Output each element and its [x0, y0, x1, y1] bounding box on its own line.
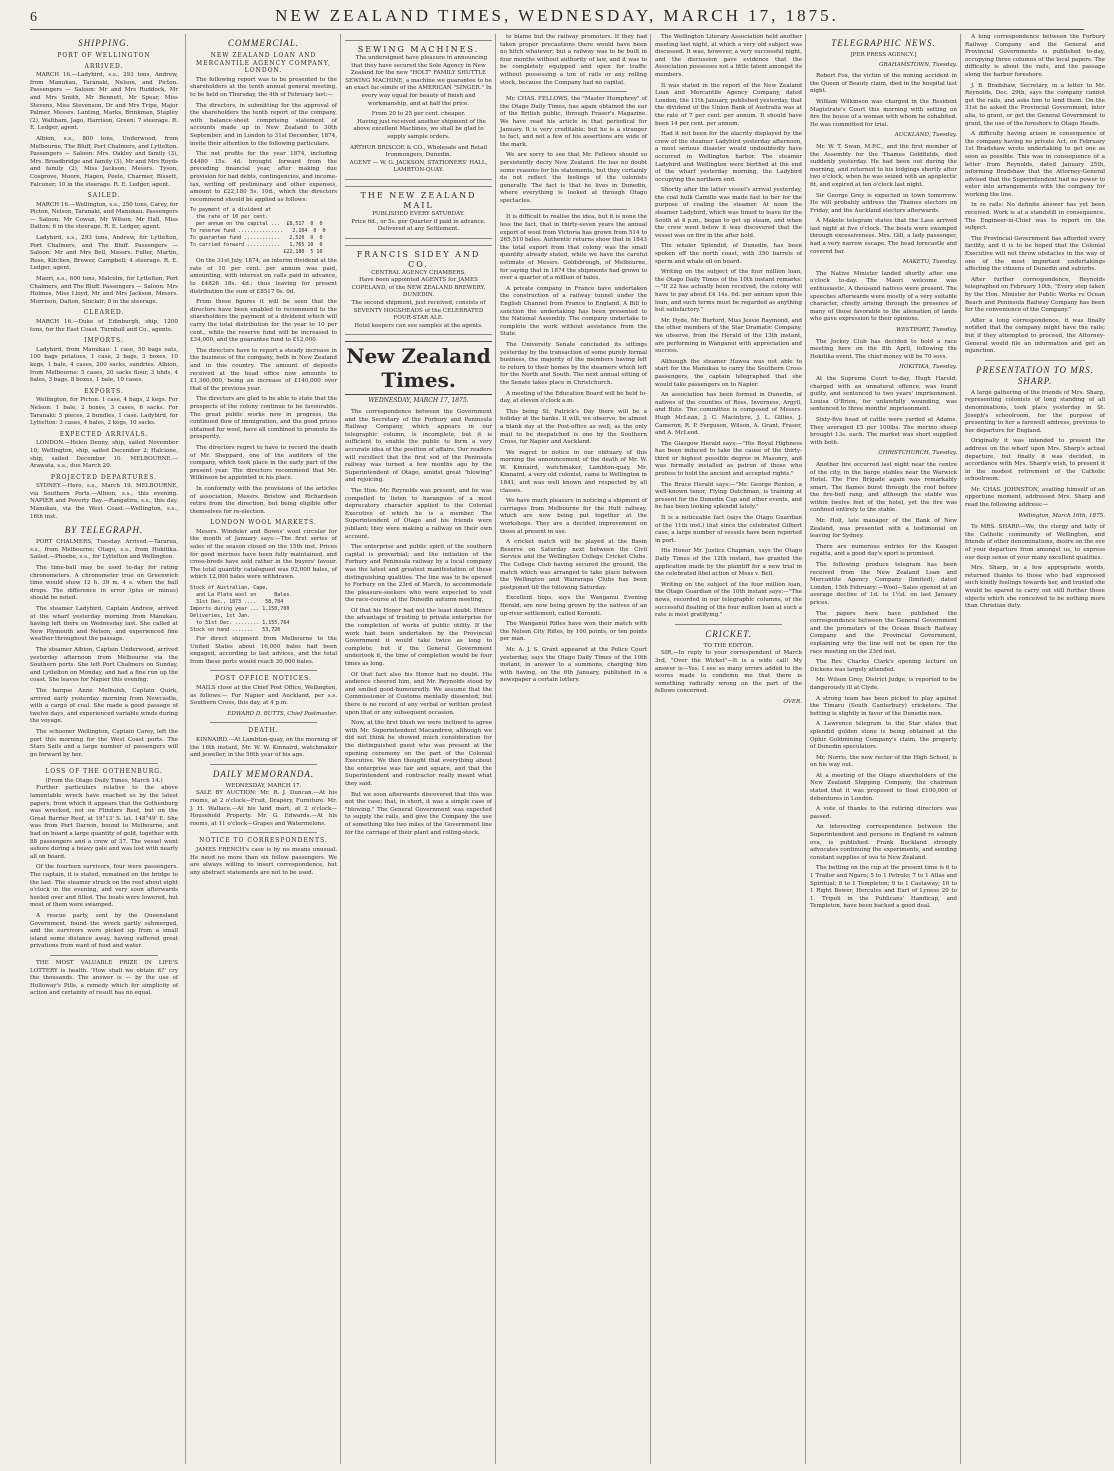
newspaper-columns: [30, 34, 1105, 1464]
section-heading-memoranda: DAILY MEMORANDA.: [212, 768, 315, 779]
paragraph: Shortly after the latter vessel's arrival yesterday, the coal hulk Camille was made fast to her for the purpose of coaling the steamer. At noon the steamer Ladybird, which was timed to leave for the South at 4 p.m., began to get up steam, and when the crew went below it was discovered that the vessel was on fire in the after hold.: [655, 187, 802, 239]
section-heading-presentation: PRESENTATION TO MRS. SHARP.: [975, 364, 1095, 386]
paragraph: A difficulty having arisen in consequence of the company having no private Act, on February 1st Bradshaw wrote undertaking to get one as soon as possible. This was in consequence of a letter from Reynolds, dated January 25th, informing Bradshaw that the Attorney-General advised that the Superintendent had no power to enter into arrangements with the company for working the line.: [965, 131, 1105, 198]
ad-text: Hotel keepers can see samples at the agents.: [354, 322, 483, 329]
divider: [210, 832, 317, 833]
dateline-place: GRAHAMSTOWN, Tuesday.: [879, 61, 957, 68]
divider: [50, 763, 158, 764]
paragraph: From these figures it will be seen that the directors have been enabled to recommend to the shareholders the payment of a dividend which will carry the total distribution for the year to 10 per cent., while the reserve fund will be increased to £34,000, and the guarantee fund to £12,000.: [190, 299, 337, 344]
paragraph: MARCH 16.—Wellington, s.s., 250 tons, Carey, for Picton, Nelson, Taranaki, and Manukau. Passengers — Saloon: Mr Cowan, Mr Wilson, Mr Hall, Miss Dalton; 6 in the steerage. R. E. Ledger, agent.: [30, 201, 178, 231]
paragraph: A strong team has been picked to play against the Timaru (South Canterbury) cricketers. The betting is slightly in favor of the Dunedin men.: [810, 695, 957, 717]
paragraph: A large gathering of the friends of Mrs. Sharp, representing colonists of long standing of all denominations, took place yesterday in St. Joseph's schoolroom, for the purpose of presenting to her a farewell address, previous to her departure for England.: [965, 389, 1105, 434]
ad-text: Price 6d., or 5s. per Quarter if paid in advance. Delivered at any Settlement.: [351, 218, 486, 233]
subheading-exports: EXPORTS.: [84, 387, 124, 395]
paragraph: LONDON.—Helen Denny, ship, sailed November 10; Wellington, ship, sailed December 2; Halcione, ship, sailed December 10. MELBOURNE.—Arawata, s.s., due March 20.: [30, 440, 178, 470]
paragraph: The steamer Albion, Captain Underwood, arrived yesterday afternoon from Melbourne via the Southern ports. She left Port Chalmers on Sunday, and Lyttelton on Monday, and had a fine run up the coast. She leaves for Napier this evening.: [30, 646, 178, 684]
section-heading-cricket: CRICKET.: [705, 628, 752, 639]
paragraph: But we soon afterwards discovered that this was not the case; that, in short, it was a simple case of "blowing." The General Government was expected to supply the rails, and give the Company the use of something like two miles of the Government line for the carriage of their plant and rolling-stock.: [345, 791, 492, 836]
paragraph: The Jockey Club has decided to hold a race meeting here on the 8th April, following the Hokitika event. The chief money will be 70 sovs.: [810, 338, 957, 360]
paragraph: Now, at the first blush we were inclined to agree with Mr. Superintendent Macandrew, although we did not think he showed much consideration for the distinguished guest who was present at the opening ceremony on the part of the Colonial Executive. We then thought that everything about the enterprise was fair and square, and that the Superintendent and contractor really meant what they said.: [345, 720, 492, 787]
subheading-arrived: ARRIVED.: [84, 62, 124, 70]
subheading-death: DEATH.: [248, 727, 279, 735]
paragraph: After further correspondence, Reynolds telegraphed on February 10th, "Every step taken by the Hon. Minister for Public Works re Ocean Beach and Peninsula Railway Company has been for the convenience of the Company.": [965, 276, 1105, 314]
paragraph: The directors regret to have to record the death of Mr. Sheppard, one of the auditors of the company, which took place in the early part of the present year. The directors recommend that Mr. Wilkinson be appointed in his place.: [190, 444, 337, 482]
paragraph: The Native Minister landed shortly after one o'clock to-day. The Maori welcome was enthusiastic. A thousand natives were present. The speeches afterwards were mostly of a very suitable character, chiefly arising through the presence of many of those favorable to the alienation of lands who gave expression to their opinions.: [810, 270, 957, 323]
paragraph: Of that his Honor had not the least doubt. Hence the advantage of trusting to private enterprise for the completion of works of public utility. If the work had been undertaken by the Provincial Government it would take twice as long to complete; but if the General Government undertook it, the time of completion would be four times as long.: [345, 607, 492, 668]
paragraph: To MRS. SHARP.—We, the clergy and laity of the Catholic community of Wellington, and friends of other denominations, desire on the eve of your departure from amongst us, to express our deep sense of your many excellent qualities.: [965, 524, 1105, 561]
paragraph: The Provincial Government has afforded every facility, and it is to be hoped that the Colonial Executive will not throw obstacles in the way of one of the most important undertakings affecting the citizens of Dunedin and suburbs.: [965, 235, 1105, 273]
subheading-loan-agency: NEW ZEALAND LOAN AND MERCANTILE AGENCY COMPANY, LONDON.: [196, 52, 331, 75]
paragraph: Writing on the subject of the four million loan, the Otago Guardian of the 10th instant says:—"The news, recorded in our telegraphic columns, of the successful floating of the four million loan at such a rate is most gratifying.": [655, 581, 802, 619]
paragraph: The net profits for the year 1874, including £4480 15s. 4d. brought forward from the preceding financial year, after making due provision for bad debts, contingencies, and income-tax, writing off preliminary and other expenses, amount to £22,180 5s. 10d., which the directors recommend should be applied as follows:: [190, 151, 337, 203]
paragraph: At a meeting of the Otago shareholders of the New Zealand Shipping Company, the chairman stated that it was proposed to float £100,000 of debentures in London.: [810, 772, 957, 802]
paragraph: Robert Fox, the victim of the mining accident in the Queen of Beauty claim, died in the hospital last night.: [810, 73, 957, 95]
subheading-gothenburg: LOSS OF THE GOTHENBURG.: [45, 768, 163, 776]
ad-title: THE NEW ZEALAND MAIL: [360, 190, 477, 210]
paragraph: JAMES FRENCH's case is by no means unusual. He need no more than six fellow passengers. We are always willing to insert correspondence, but any abstract statements are not to be used.: [190, 846, 337, 876]
dateline-place: WESTPORT, Tuesday.: [896, 327, 957, 333]
paragraph: Another fire occurred last night near the centre of the city, in the barge stables near the Warwick Hotel. The Fire Brigade again was remarkably smart. The flames burst through the roof before the fire-bell rang, and although the stable was within twelve feet of the hotel, yet the fire was confined entirely to the stable.: [810, 461, 957, 514]
paragraph: The Bruce Herald says:—"Mr. George Renton, a well-known tenor, Flying Dutchman, is training at present for the Dunedin Cup and other events, and he has been looking splendid lately.": [655, 481, 802, 511]
paragraph: Ladybird, s.s., 293 tons, Andrew, for Lyttelton, Port Chalmers, and The Bluff. Passengers — Saloon: Mr and Mrs Bell, Messrs. Fuller, Martin, Rose, Kitchen, Brewer, Campbell; 4 steerage. R. E. Ledger, agent.: [30, 235, 178, 272]
wool-stock-table: Stock of Australian, Cape, and La Plata wool on Bales. 31st Dec., 1873 .... 58,784 Imports during year ... 1,150,700 Deliveries, 1st Jan. to 31st Dec. ........ 1,155,764 Stock on hand ....... 53,720: [190, 585, 293, 634]
column-adverts-leader: [340, 34, 496, 1464]
ad-agent: AGENT — W. G. JACKSON, STATIONERS' HALL, LAMBTON-QUAY.: [349, 159, 488, 174]
paragraph: A meeting of the Education Board will be held to-day, at eleven o'clock a.m.: [500, 390, 647, 405]
section-heading-commercial: COMMERCIAL.: [227, 38, 300, 48]
paragraph: Mr. Norris, the new rector of the High School, is on his way out.: [810, 754, 957, 769]
subheading-expected: EXPECTED ARRIVALS.: [59, 430, 149, 438]
press-agency-note: [PER PRESS AGENCY.]: [850, 52, 917, 58]
paragraph: MARCH 16.—Ladybird, s.s., 293 tons, Andrew, from Manukau, Taranaki, Nelson, and Picton. Passengers — Saloon: Mr and Mrs Ruddock, Mr and Mrs Smith, Mr Bennett, Mr Spear, Miss Stevens, Miss Stevenson, Dr and Mrs Tripe, Major Palmer, Messrs. Lanting, Marks, Brinkman, Stapley (2), Waltham, Jago, Harrison, Green; 7 steerage. R. E. Ledger, agent.: [30, 72, 178, 132]
signature: OVER.: [783, 698, 802, 705]
paragraph: The Hon. Mr. Reynolds was present, and he was compelled to listen to harangues of a most deprecatory character applied to the Colonial Executive of which he is a member. The Superintendent of Otago and his friends were jubilant; they were making a railway on their own account.: [345, 487, 492, 540]
paragraph: The correspondence between the Government and the Secretary of the Forbury and Peninsula Railway Company, which appears in our telegraphic column, is incomplete, but it is sufficient to enable the public to form a very accurate idea of the position of affairs. Our readers will recollect that the first sod of the Peninsula railway was turned a few months ago by the Superintendent of Otago, amidst great "blowing" and rejoicing.: [345, 409, 492, 484]
divider: [210, 722, 317, 723]
memoranda-date: WEDNESDAY, MARCH 17.: [225, 782, 302, 789]
paragraph: Of the fourteen survivors, four were passengers. The captain, it is stated, remained on the bridge to the last. The steamer struck on the reef about eight o'clock in the evening, and very soon afterwards heeled over and filled. The boats were lowered, but most of them were swamped.: [30, 864, 178, 909]
paragraph: Had it not been for the alacrity displayed by the crew of the steamer Ladybird yesterday afternoon, a most serious disaster would undoubtedly have occurred in Wellington harbor. The steamer Ladybird and Wellington were berthed at the end of the wharf yesterday morning, the Ladybird occupying the northern end.: [655, 131, 802, 183]
column-telegraphic: [805, 34, 961, 1464]
paragraph: The Wanganui Rifles have won their match with the Nelson City Rifles, by 100 points, or ten points per man.: [500, 621, 647, 643]
paragraph: In re rails: No definite answer has yet been received. Work is at a standstill in consequence. The Engineer-in-Chief was to report on the subject.: [965, 202, 1105, 232]
paragraph: This being St. Patrick's Day there will be a holiday at the banks. It will, we observe, be almost a blank day at the Post-office as well, as the only mail to be despatched is one by the Southern Cross, for Napier and Auckland.: [500, 408, 647, 446]
paragraph: The barque Anne Melhuish, Captain Quirk, arrived early yesterday morning from Newcastle, with a cargo of coal. She made a good passage of twelve days, and experienced variable winds during the voyage.: [30, 687, 178, 725]
paragraph: A Makete telegram states that the Lass arrived last night at five o'clock. The boats were swamped through excessiveness. Mrs. Gill, a lady passenger, had a very narrow escape. The head forecastle and covered bar.: [810, 218, 957, 255]
paragraph: The following produce telegram has been received from the New Zealand Loan and Mercantile Agency Company (limited), dated London, 15th February:—Wool—Sales opened at an average decline of 1d. to 1½d. on last January prices.: [810, 562, 957, 606]
paragraph: A rescue party, sent by the Queensland Government, found the wreck partly submerged, and the survivors were picked up from a small island some distance away, having suffered great privations from want of food and water.: [30, 912, 178, 950]
paragraph: to blame but the railway promoters. If they had taken proper precautions there would have been no hitch whatever; but a railway was to be built in four months without authority of law, and it was to be completely equipped and open for traffic without possessing a ton of rails or any rolling stock, because the Company had no capital.: [500, 34, 647, 86]
column-shipping: [30, 34, 182, 1464]
ad-subtitle: PUBLISHED EVERY SATURDAY.: [372, 210, 465, 217]
paragraph: The Wellington Literary Association held another meeting last night, at which a very old subject was discussed. It was, however, a very successful night, and the discussion gave evidence that the Association possesses not a little talent amongst its members.: [655, 34, 802, 78]
ad-text: The second shipment, just received, consists of SEVENTY HOGSHEADS of the CELEBRATED FOUR-STAR ALE.: [351, 300, 486, 322]
paragraph: The betting on the cup at the present time is 6 to 1 Trailor and Ngaro; 5 to 1 Petrolo; 7 to 1 Atlas and Spiritual; 8 to 1 Templeton; 9 to 1 Castaway; 10 to 1 Right Bower, Hercules and Earl of Lyness 20 to 1. Tripoli in the Publicans' Handicap, and Templeton, have been backed a good deal.: [810, 865, 957, 910]
dateline-place: AUCKLAND, Tuesday.: [894, 132, 957, 139]
paragraph: Messrs. Windeler and Bowes' wool circular for the month of January says:—The first series of sales of the season closed on the 15th inst. Prices for good merinos have been fully maintained, and cross-breds have sold rather in the buyers' favour. The total quantity catalogued was 92,000 bales, of which 12,000 bales were withdrawn.: [190, 528, 337, 581]
paragraph: KINNAIRD.—At Lambton-quay, on the morning of the 16th instant, Mr. W. W. Kinnaird, watchmaker and jeweller, in the 56th year of his age.: [190, 736, 337, 759]
letter-salutation: TO THE EDITOR.: [703, 642, 754, 649]
paragraph: Mr. CHAS. FELLOWS, the "Master Humphrey" of the Otago Daily Times, has again obtained the ear of the British public, through Fraser's Magazine. We have read his article in that periodical for January. It is very creditable; but he is a stranger to fact, and not a few of his assertions are wide of the mark.: [500, 96, 647, 148]
paragraph: SYDNEY.—Hero, s.s., March 19. MELBOURNE, via Southern Ports.—Albion, s.s., this evening. NAPIER and Poverty Bay.—Rangatira, s.s., this day. Manukau, via the West Coast.—Wellington, s.s., 16th inst.: [30, 483, 178, 520]
paragraph: MAILS close at the Chief Post Office, Wellington, as follows:— For Napier and Auckland, per s.s. Southern Cross, this day, at 4 p.m.: [190, 685, 337, 707]
paragraph: We have much pleasure in noticing a shipment of carriages from Melbourne for the Hutt railway, which are now being put together at the workshops. They are a decided improvement on those at present in use.: [500, 498, 647, 535]
address-date: Wellington, March 16th, 1875.: [1018, 512, 1105, 519]
paragraph: A private company in France have undertaken the construction of a railway tunnel under the English Channel from France to England. A Bill to sanction the undertaking has been presented to the National Assembly. The company undertake to complete the work without assistance from the State.: [500, 285, 647, 338]
advertisement-nz-mail: [345, 186, 492, 239]
paragraph: Having just received another shipment of the above excellent Machines, we shall be glad to supply sample orders.: [353, 118, 486, 140]
paragraph: The time-ball may be used to-day for rating chronometers. A chronometer true on Greenwich time would show 12 h. 39 m. 4 s. when the ball drops. The difference in error (plus or minus) should be noted.: [30, 565, 178, 602]
paragraph: A cricket match will be played at the Basin Reserve on Saturday next between the Civil Service and the Wellington College Cricket Clubs. The College Club having secured the ground, the match which was arranged to take place between the Wellington and Wairarapa Clubs has been postponed till the following Saturday.: [500, 539, 647, 591]
paragraph: It was stated in the report of the New Zealand Loan and Mercantile Agency Company, dated London, the 11th January, published yesterday, that the dividend of the Union Bank of Australia was at the rate of 7 per cent. per annum. It should have been 14 per cent. per annum.: [655, 82, 802, 127]
paragraph: Writing on the subject of the four million loan, the Otago Daily Times of the 10th instant remarks:—"If 22 has actually been received, the colony will have to pay about £4 14s. 6d. per annum upon this loan, and such terms must be regarded as anything but satisfactory.": [655, 269, 802, 314]
paragraph: There are numerous entries for the Kaiapoi regatta, and a good day's sport is promised.: [810, 543, 957, 558]
paragraph: Mr. W. T. Swan, M.P.C., and the first member of the Assembly for the Thames Goldfields, died suddenly yesterday. He had been out during the morning, and returned to his lodgings shortly after two o'clock, when he was seized with an apoplectic fit, and expired at ten o'clock last night.: [810, 143, 957, 188]
ad-text: Have been appointed AGENTS for JAMES COPELAND, of the NEW ZEALAND BREWERY, DUNEDIN.: [351, 277, 486, 299]
subheading-sailed: SAILED.: [87, 192, 121, 200]
paragraph: Of that fact also his Honor had no doubt. His audience cheered him, and Mr. Reynolds stood by and smiled good-humouredly. We assume that the Commissioner of Customs mentally dissented; but there is no record of any verbal or written protest upon that or any subsequent occasion.: [345, 671, 492, 716]
source-note: (From the Otago Daily Times, March 14.): [45, 777, 163, 784]
ad-subtitle: CENTRAL AGENCY CHAMBERS,: [371, 269, 466, 276]
leader-dateline: WEDNESDAY, MARCH 17, 1875.: [368, 397, 469, 405]
paragraph: We are sorry to see that Mr. Fellows should so persistently decry New Zealand. He has no doubt some reasons for his statements, but they certainly do not reflect the feelings of the colonists generally. The fact is that he lives in Dunedin, where everything is looked at through Otago spectacles.: [500, 152, 647, 204]
ad-signature: ARTHUR BRISCOE & CO., Wholesale and Retail Ironmongers, Dunedin.: [349, 144, 488, 159]
subheading-wool-markets: LONDON WOOL MARKETS.: [210, 519, 317, 527]
divider: [210, 670, 317, 671]
ad-title: FRANCIS SIDEY AND CO.: [356, 249, 481, 269]
column-forbury-presentation: [960, 34, 1105, 1464]
advertisement-sidey: [345, 245, 492, 336]
paragraph: The steamer Ladybird, Captain Andrew, arrived at the wharf yesterday morning from Manukau, having left there on Wednesday last. She called at New Plymouth and Nelson, and experienced fine weather throughout the passage.: [30, 606, 178, 643]
paragraph: An association has been formed in Dunedin, of natives of the counties of Ross, Inverness, Argyll, and Bute. The committee is composed of Messrs. Hugh McLean, J. C. Macintyre, J. L. Gillies, J. Cameron, R. P. Ferguson, Wilson, A. Grant, Fraser, and A. McLeod.: [655, 392, 802, 437]
divider: [210, 764, 317, 765]
column-editorial: [495, 34, 651, 1464]
masthead: [30, 4, 1084, 30]
paragraph: Mrs. Sharp, in a few appropriate words, returned thanks to those who had expressed such kindly feelings towards her, and trusted she would be spared to carry out still further those objects which she conceived to be nothing more than Christian duty.: [965, 565, 1105, 610]
dateline-place: CHRISTCHURCH, Tuesday.: [878, 450, 957, 457]
dateline-place: MAKETU, Tuesday.: [902, 259, 957, 266]
advertisement-holloway: THE MOST VALUABLE PRIZE IN LIFE'S LOTTERY is health. 'How shall we obtain it?' cry the thousands. The answer is — by the use of Holloway's Pills, a remedy which for simplicity of action and certainty of result has no equal.: [30, 959, 178, 997]
paragraph: A Lawrence telegram to the Star states that splendid golden stone is being obtained at the Ophir Goldmining Company's claim, the property of Dunedin speculators.: [810, 721, 957, 751]
paragraph: The schooner Wellington, Captain Carey, left the port this morning for the West Coast ports. The Stars Sails and a large number of passengers will go forward by her.: [30, 728, 178, 758]
paragraph: The directors are glad to be able to state that the prospects of the colony continue to be favourable. The great public works now in progress, the continued flow of immigration, and the good prices obtained for wool, have all combined to promote its prosperity.: [190, 396, 337, 441]
paragraph: A vote of thanks to the retiring directors was passed.: [810, 806, 957, 820]
dateline-place: HOKITIKA, Tuesday.: [899, 364, 957, 371]
divider: [520, 209, 627, 210]
paragraph: Further particulars relative to the above lamentable wreck have reached us by the latest papers, from which it appears that the Gothenburg was wrecked, not on Flinders Reef, but on the Great Barrier Reef, at 19°13' S. lat. 148°49' E. She was from Port Darwin, bound to Melbourne, and had on board a large quantity of gold, together with 88 passengers and a crew of 37. The vessel went ashore during a heavy gale and was lost with nearly all on board.: [30, 785, 178, 860]
subheading-cleared: CLEARED.: [83, 309, 125, 317]
paragraph: The undersigned have pleasure in announcing that they have secured the Sole Agency in New Zealand for the new "HOLT" FAMILY SHUTTLE SEWING MACHINE, a machine we guarantee to be an exact fac-simile of the AMERICAN "SINGER." In every way equal for beauty of finish and workmanship, and at half the price.: [345, 55, 492, 107]
advertisement-sewing-machines: [345, 40, 492, 180]
paragraph: J. B. Bradshaw, Secretary, in a letter to Mr. Reynolds, Dec. 29th, says the company cannot get the rails, and asks him to lend them. On the 31st he asked the Provincial Government, inter alia, to grant, or get the General Government to grant, the use of the foreshore to Otago Heads.: [965, 82, 1105, 127]
divider: [675, 624, 782, 625]
paragraph: It is difficult to realise the idea, but it is none the less the fact, that in thirty-seven years the annual export of wool from Victoria has grown from 514 to 265,510 bales. Authentic returns show that in 1843 the total export from that colony was the small quantity already stated, while we have the careful estimate of Messrs. Goldsbrough, of Melbourne, for saying that in 1874 the shipments had grown to over a quarter of a million of bales.: [500, 214, 647, 282]
paragraph: Sir George Grey is expected in town tomorrow. He will probably address the Thames electors on Friday, and the Auckland electors afterwards.: [810, 192, 957, 214]
paragraph: Mr. Hyde, Mr. Burford, Miss Jessie Raymond, and the other members of the Star Dramatic Company, we observe, from the Herald of the 13th instant, are performing in Wanganui with appreciation and success.: [655, 317, 802, 355]
section-heading-telegraph: BY TELEGRAPH.: [64, 525, 144, 536]
paragraph: The directors, in submitting for the approval of the shareholders the tenth report of the company, with balance-sheet comprising statement of accounts made up in New Zealand to 30th September, and in London to 31st December, 1874, invite their attention to the following particulars.: [190, 102, 337, 147]
section-heading-telegraphic: TELEGRAPHIC NEWS.: [831, 38, 936, 48]
subheading-post-office: POST OFFICE NOTICES.: [215, 675, 312, 683]
paragraph: SALE BY AUCTION: Mr. R. J. Duncan.—At his rooms, at 2 o'clock—Fruit, Drapery, Furniture. Mr. J. H. Wallace.—At his land mart, at 2 o'clock—Household Property. Mr. G. Edwards.—At his rooms, at 11 o'clock—Grapes and Watermelons.: [190, 790, 337, 827]
paragraph: On the 31st July, 1874, an interim dividend at the rate of 10 per cent. per annum was paid, amounting, with interest on calls paid in advance, to £4826 18s. 4d.; thus leaving for present distribution the sum of £8517 0s. 0d.: [190, 258, 337, 295]
paragraph: Albion, s.s., 800 tons, Underwood, from Melbourne, The Bluff, Port Chalmers, and Lyttelton. Passengers — Saloon: Mrs. Oakley and family (3), Mrs. Broadbridge and family (3), Mr and Mrs Royds and family (2), Miss Jackson; Messrs. Tyson, Cosgrove, Moore, Hagen, Peele, Charmer, Bissett, Falconer; 10 in the steerage. R. E. Ledger, agent.: [30, 135, 178, 188]
paragraph: A long correspondence between the Forbury Railway Company and the General and Provincial Governments is published to-day, occupying three columns of the local papers. The difficulty is about the rails, and the passage along the harbor foreshore.: [965, 34, 1105, 78]
newspaper-title: NEW ZEALAND TIMES, WEDNESDAY, MARCH 17, 1875.: [275, 6, 839, 25]
paragraph: SIR,—In reply to your correspondent of March 3rd, "Over the Wicket"—It is a wide call! My answer is—Yes. I see so many errors added to the scores made to condemn me that there is something radically wrong on the part of the fellows concerned.: [655, 650, 802, 695]
section-heading-shipping: SHIPPING.: [78, 38, 130, 48]
paragraph: Mr. Holt, late manager of the Bank of New Zealand, was presented with a testimonial on leaving for Sydney.: [810, 518, 957, 540]
paragraph: Ladybird, from Manukau: 1 case, 50 bags oats, 100 bags potatoes, 1 case, 2 bags, 3 boxes, 10 kegs, 1 bale, 4 cases, 200 sacks, sundries. Albion, from Melbourne: 5 cases, 20 sacks flour, 3 hhds, 4 bales, 3 bags, 8 boxes, 1 bale, 10 cases.: [30, 346, 178, 384]
paragraph: The enterprise and public spirit of the southern capital is proverbial; and the initiation of the Forbury and Peninsula railway by a local company was the latest and greatest manifestation of these distinguishing qualities. The line was to be opened to Forbury on the 23rd of March, to accommodate the pleasure-seekers who were expected to visit the race-course at the Dunedin autumn meeting.: [345, 544, 492, 604]
paragraph: Although the steamer Hawea was not able to start for the Manukau to carry the Southern Cross passengers, the captain telegraphed that she would take passengers on to Napier.: [655, 358, 802, 388]
paragraph: MARCH 16.—Duke of Edinburgh, ship, 1200 tons, for the East Coast. Turnbull and Co., agents.: [30, 319, 178, 333]
paragraph: The whaler Splendid, of Dunedin, has been spoken off the north coast, with 350 barrels of sperm and whale oil on board.: [655, 243, 802, 265]
paragraph: It is a noticeable fact (says the Otago Guardian of the 11th inst.) that since the celebrated Gilbert case, a large number of vessels have been reported in port.: [655, 515, 802, 544]
paragraph: PORT CHALMERS, Tuesday. Arrived.—Tararua, s.s., from Melbourne; Otago, s.s., from Hokitika. Sailed.—Phoebe, s.s., for Lyttelton and Wellington.: [30, 539, 178, 561]
paragraph: For direct shipment from Melbourne to the United States about 16,000 bales had been engaged, according to last advices, and the total from these ports would reach 30,000 bales.: [190, 636, 337, 665]
subheading-imports: IMPORTS.: [84, 337, 124, 345]
dividend-table: To payment of a dividend at the rate of 10 per cent. per annum on the capital ... £8,517 0 0 To reserve fund ............... 2,104 0 0 To guarantee fund ............ 2,520 0 0 To carried forward ........... 1,765 10 0 £22,180 5 10: [190, 207, 326, 256]
paragraph: The papers here have published the correspondence between the General Government and the promoters of the Ocean Beach Railway Company and the Provincial Government, explaining why the line will not be open for the race meeting on the 23rd inst.: [810, 610, 957, 655]
paragraph: Mr. Wilson Grey, District Judge, is reported to be dangerously ill at Clyde.: [810, 677, 957, 691]
subheading-port: PORT OF WELLINGTON: [57, 52, 151, 59]
paragraph: The following report was to be presented to the shareholders at the tenth annual general meeting, to be held on Thursday, the 4th of February last:—: [190, 76, 337, 98]
paragraph: The Glasgow Herald says:—"His Royal Highness has been induced to take the cause of the thirty-third or highest possible degree in Masonry, and was formally installed as patron of those who profess to hold the ancient and accepted rights.": [655, 440, 802, 478]
column-local-news: [650, 34, 806, 1464]
subheading-correspondents: NOTICE TO CORRESPONDENTS.: [199, 837, 328, 845]
paragraph: An interesting correspondence between the Superintendent and persons in England re salmon ova, is published. Frank Buckland strongly advocates continuing the experiments, and sending constant supplies of ova to New Zealand.: [810, 824, 957, 861]
paragraph: His Honor Mr. Justice Chapman, says the Otago Daily Times of the 12th instant, has granted the application made by the plaintiff for a new trial in the celebrated libel action of Moss v. Bell.: [655, 548, 802, 578]
paragraph: William Wilkinson was charged in the Resident Magistrate's Court this morning with setting on fire the house of a woman with whom he cohabited. He was committed for trial.: [810, 98, 957, 128]
paragraph: Mr. A. J. S. Grant appeared at the Police Court yesterday, says the Otago Daily Times of the 10th instant, in answer to a summons, charging him with having, on the 6th January, published in a newspaper a certain lottery.: [500, 646, 647, 684]
paragraph: Wellington, for Picton: 1 case, 4 bags, 2 kegs. For Nelson: 1 bale, 2 boxes, 3 cases, 6 sacks. For Taranaki: 5 pieces, 2 bundles, 1 case. Ladybird, for Lyttelton: 3 cases, 4 bales, 2 kegs, 10 sacks.: [30, 397, 178, 427]
column-commercial: [185, 34, 341, 1464]
paragraph: Mr. CHAS. JOHNSTON, availing himself of an opportune moment, addressed Mrs. Sharp and read the following address:—: [965, 486, 1105, 509]
newspaper-nameplate: New Zealand Times.: [345, 341, 492, 395]
paragraph: Excellent hops, says the Wanganui Evening Herald, are now being grown by the natives of an up-river settlement, called Koroniti.: [500, 595, 647, 617]
paragraph: Maori, s.s., 600 tons, Malcolm, for Lyttelton, Port Chalmers, and The Bluff. Passengers — Saloon: Mrs Holmes, Miss Lloyd, Mr and Mrs Jackson, Messrs. Morrison, Dalton, Sinclair; 8 in the steerage.: [30, 276, 178, 305]
page-number: 6: [30, 10, 37, 25]
paragraph: After a long correspondence, it was finally notified that the company might have the rails; but if they attempted to proceed, the Attorney-General would file an information and get an injunction.: [965, 317, 1105, 355]
paragraph: Originally it was intended to present the address on the wharf upon Mrs. Sharp's actual departure, but finally it was decided, in accordance with Mrs. Sharp's wish, to present it in the modest retirement of the Catholic schoolroom.: [965, 438, 1105, 483]
ad-title: SEWING MACHINES.: [357, 45, 480, 54]
paragraph: We regret to notice in our obituary of this morning the announcement of the death of Mr. W. W. Kinnaird, watchmaker, Lambton-quay. Mr. Kinnaird, a very old colonist, came to Wellington in 1841, and was well known and respected by all classes.: [500, 449, 647, 494]
paragraph: The directors have to report a steady increase in the business of the company, both in New Zealand and in this country. The amount of deposits received at the head office now amounts to £1,360,000, being an increase of £140,000 over that of the previous year.: [190, 347, 337, 392]
divider: [50, 955, 158, 956]
signature: EDWARD D. BUTTS, Chief Postmaster.: [227, 710, 337, 717]
paragraph: The University Senate concluded its sittings yesterday by the transaction of some purely formal business, the majority of the members having left to return to their homes by the steamers which left for the North and South. The next annual sitting of the Senate takes place in Christchurch.: [500, 341, 647, 386]
paragraph: Sixty-five head of cattle were yarded at Adams. They averaged £5 per 100lbs. The merino sheep brought 13s. each. The market was short supplied with both.: [810, 416, 957, 446]
paragraph: In conformity with the provisions of the articles of association, Messrs. Bristow and Richardson retire from the direction, but being eligible offer themselves for re-election.: [190, 485, 337, 515]
paragraph: The Rev. Charles Clark's opening lecture on Dickens was largely attended.: [810, 659, 957, 673]
divider: [520, 91, 627, 92]
paragraph: At the Supreme Court to-day, Hugh Harold, charged with an unnatural offence, was found guilty, and sentenced to two years' imprisonment. Louisa O'Brien, for unlawfully wounding, was sentenced to three months' imprisonment.: [810, 375, 957, 413]
subheading-projected: PROJECTED DEPARTURES.: [50, 473, 158, 481]
ad-price: From 20 to 25 per cent. cheaper.: [371, 111, 466, 118]
divider: [985, 360, 1085, 361]
